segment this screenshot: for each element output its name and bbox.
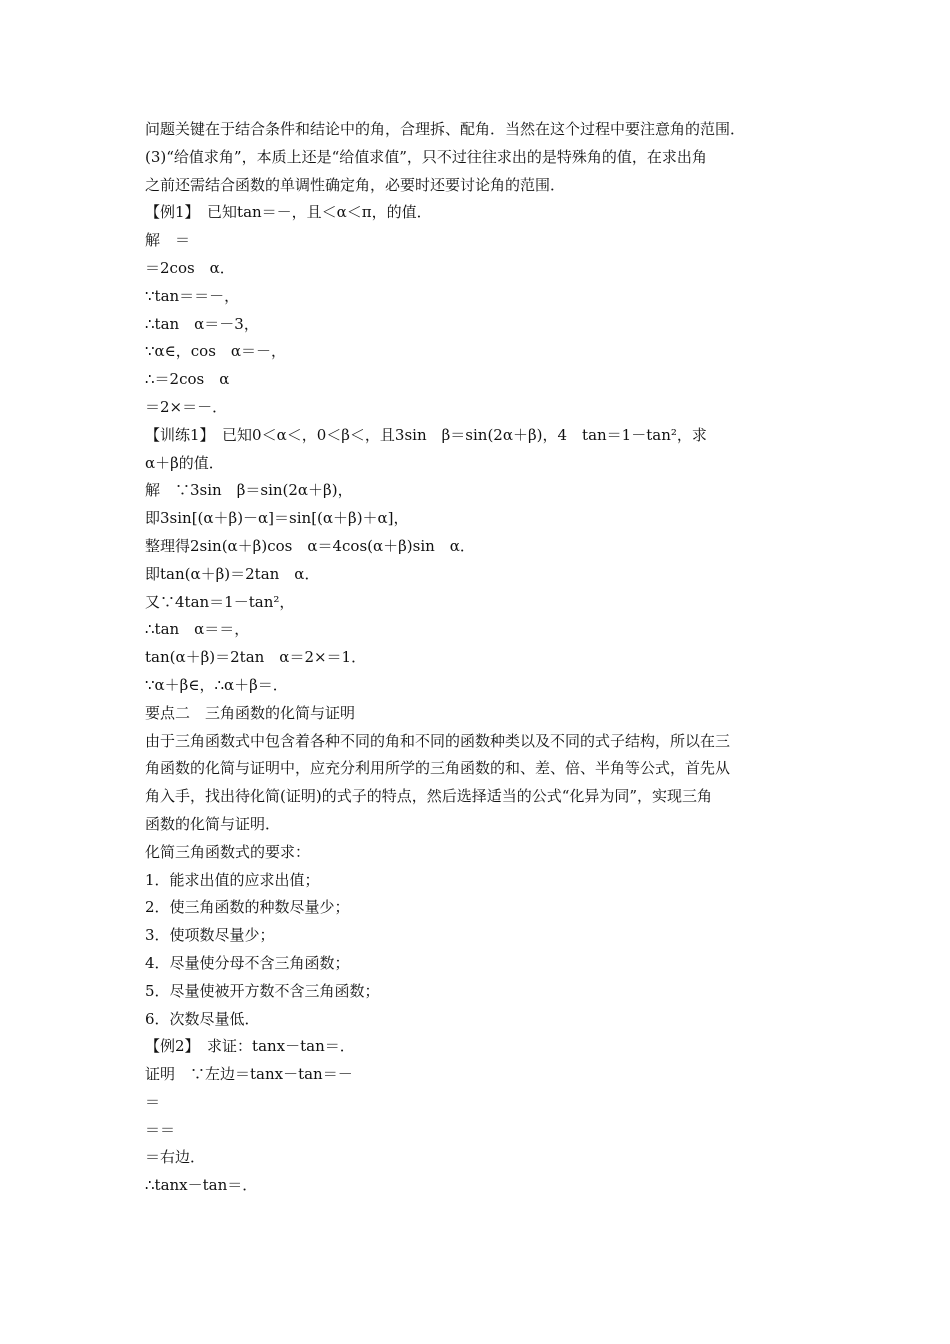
text-line: ＝＝ [145, 1120, 176, 1139]
list-item: 1．能求出值的应求出值； [145, 870, 320, 889]
text-line: 角入手，找出待化简(证明)的式子的特点，然后选择适当的公式“化异为同”，实现三角 [145, 787, 713, 806]
text-line: 由于三角函数式中包含着各种不同的角和不同的函数种类以及不同的式子结构，所以在三 [145, 731, 731, 750]
text-line: 角函数的化简与证明中，应充分利用所学的三角函数的和、差、倍、半角等公式，首先从 [145, 759, 731, 778]
list-item: 5．尽量使被开方数不含三角函数； [145, 981, 380, 1000]
text-line: (3)“给值求角”，本质上还是“给值求值”，只不过往往求出的是特殊角的值，在求出角 [145, 147, 707, 166]
text-line: ＝2cos α． [145, 258, 235, 277]
text-line: 整理得2sin(α＋β)cos α＝4cos(α＋β)sin α． [145, 536, 475, 555]
section-heading: 要点二 三角函数的化简与证明 [145, 703, 356, 722]
list-item: 6．次数尽量低． [145, 1009, 260, 1028]
text-line: 问题关键在于结合条件和结论中的角，合理拆、配角．当然在这个过程中要注意角的范围． [145, 120, 746, 138]
text-line: ＝2×＝－． [145, 397, 228, 416]
document-page [145, 116, 815, 1200]
example-1-heading: 【例1】 已知tan＝－，且＜α＜π，的值． [145, 203, 432, 222]
text-line: 解 ∵3sin β＝sin(2α＋β)， [145, 481, 353, 500]
text-line: 函数的化简与证明． [145, 814, 281, 833]
text-line: 又∵4tan＝1－tan²， [145, 592, 295, 611]
text-line: ∵α＋β∈，∴α＋β＝． [145, 675, 288, 694]
text-line: ∴＝2cos α [145, 370, 230, 389]
exercise-1-heading: 【训练1】 已知0＜α＜，0＜β＜，且3sin β＝sin(2α＋β)，4 tan＝1－tan²，求 [145, 425, 707, 444]
text-line: 即3sin[(α＋β)－α]＝sin[(α＋β)＋α]， [145, 509, 409, 528]
text-line: α＋β的值． [145, 453, 224, 472]
text-line: ∴tan α＝－3， [145, 314, 259, 333]
list-item: 2．使三角函数的种数尽量少； [145, 898, 350, 917]
text-line: tan(α＋β)＝2tan α＝2×＝1． [145, 648, 367, 667]
example-2-heading: 【例2】 求证：tanx－tan＝． [145, 1037, 355, 1056]
text-line: ∴tan α＝＝， [145, 620, 250, 639]
text-line: 之前还需结合函数的单调性确定角，必要时还要讨论角的范围． [145, 175, 566, 194]
text-line: ∴tanx－tan＝． [145, 1176, 258, 1195]
text-line: 化简三角函数式的要求： [145, 842, 311, 861]
text-line: 即tan(α＋β)＝2tan α． [145, 564, 320, 583]
text-line: ＝ [145, 1092, 161, 1111]
text-line: 解 ＝ [145, 231, 191, 250]
text-line: ＝右边． [145, 1148, 206, 1167]
list-item: 4．尽量使分母不含三角函数； [145, 953, 350, 972]
text-line: ∵α∈，cos α＝－， [145, 342, 287, 361]
text-line: ∵tan＝＝－， [145, 286, 240, 305]
list-item: 3．使项数尽量少； [145, 926, 275, 945]
text-line: 证明 ∵左边＝tanx－tan＝－ [145, 1065, 353, 1084]
